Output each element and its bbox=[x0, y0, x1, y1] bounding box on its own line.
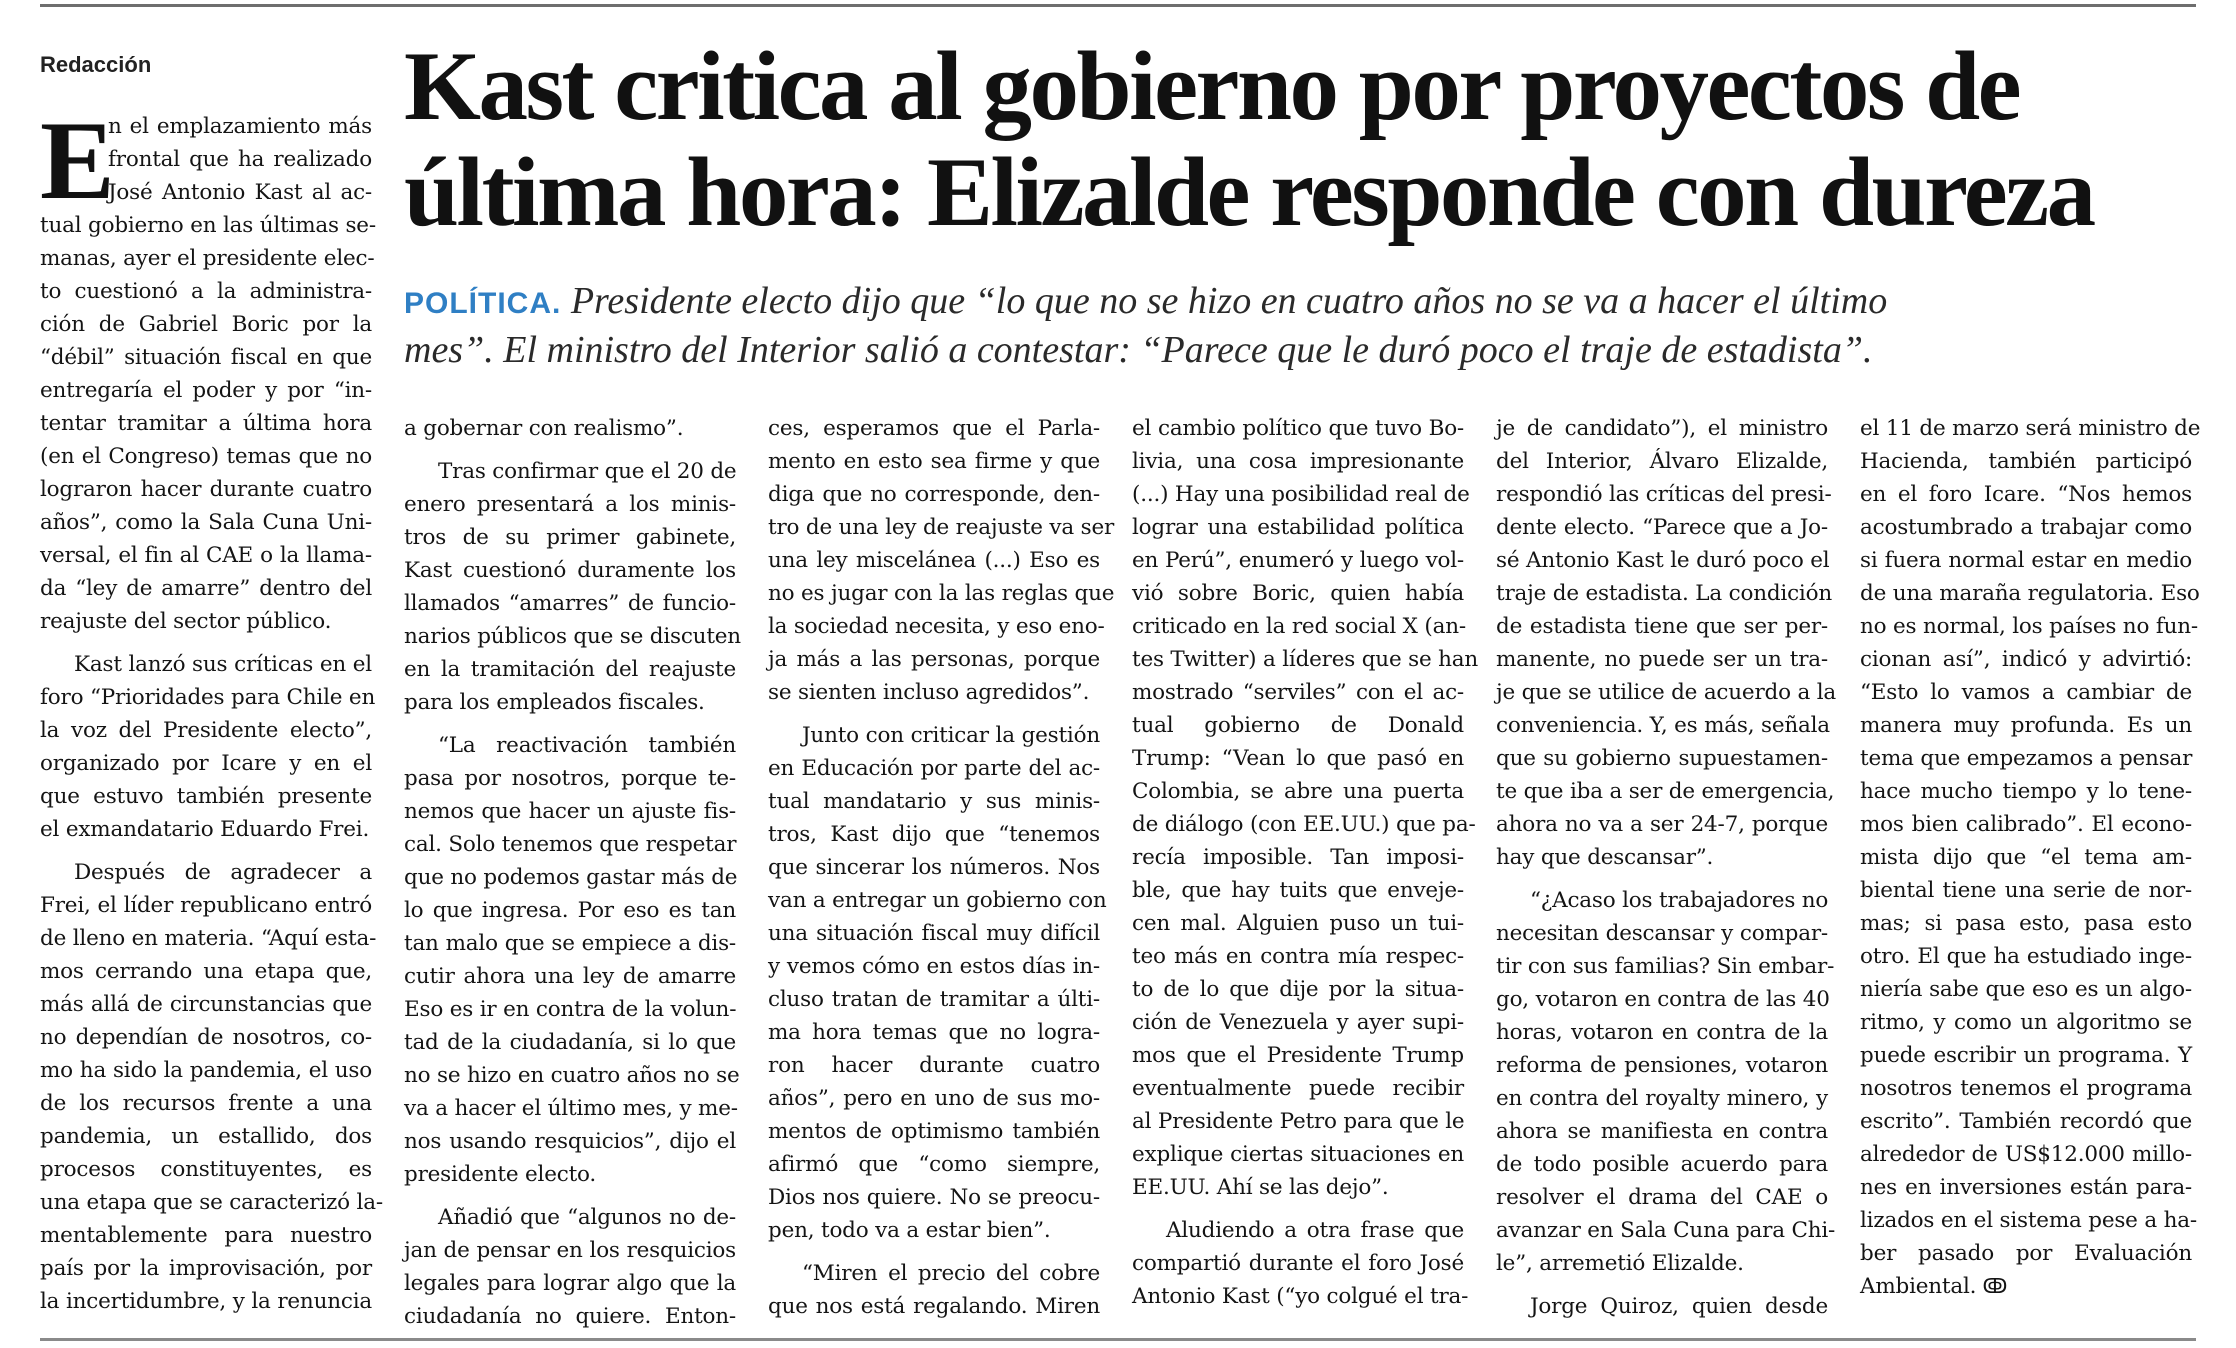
article-line: se sienten incluso agredidos”. bbox=[768, 680, 1090, 705]
article-line: (en el Congreso) temas que no bbox=[40, 444, 372, 469]
article-line: dente electo. “Parece que a Jo- bbox=[1496, 515, 1828, 540]
deck-line bbox=[404, 278, 2204, 327]
article-line: la sociedad necesita, y eso eno- bbox=[768, 614, 1105, 639]
article-line: de diálogo (con EE.UU.) que pa- bbox=[1132, 812, 1476, 837]
article-line: en la tramitación del reajuste bbox=[404, 657, 736, 682]
headline bbox=[404, 34, 2204, 246]
article-line: no se hizo en cuatro años no se bbox=[404, 1063, 740, 1088]
article-line: el cambio político que tuvo Bo- bbox=[1132, 416, 1464, 441]
article-column-6 bbox=[1860, 412, 2201, 1303]
article-line: van a entregar un gobierno con bbox=[768, 888, 1107, 913]
article-line: tual gobierno de Donald bbox=[1132, 713, 1464, 738]
drop-cap: E bbox=[40, 99, 115, 223]
article-line: te que iba a ser de emergencia, bbox=[1496, 779, 1835, 804]
article-line: la incertidumbre, y la renuncia bbox=[40, 1289, 372, 1314]
article-line: procesos constituyentes, es bbox=[40, 1157, 372, 1182]
article-line: tro de una ley de reajuste va ser bbox=[768, 515, 1115, 540]
article-line: tual gobierno en las últimas se- bbox=[40, 213, 376, 238]
article-line: ciudadanía no quiere. Enton- bbox=[404, 1304, 736, 1329]
article-line: manente, no puede ser un tra- bbox=[1496, 647, 1828, 672]
article-line: Ambiental. ↂ bbox=[1860, 1274, 2008, 1299]
article-line: compartió durante el foro José bbox=[1132, 1251, 1464, 1276]
article-line: to de lo que dije por la situa- bbox=[1132, 977, 1464, 1002]
article-line: a gobernar con realismo”. bbox=[404, 416, 684, 441]
article-line: Hacienda, también participó bbox=[1860, 449, 2192, 474]
article-line: lograr una estabilidad política bbox=[1132, 515, 1464, 540]
article-line: cen mal. Alguien puso un tui- bbox=[1132, 911, 1464, 936]
article-line: explique ciertas situaciones en bbox=[1132, 1142, 1464, 1167]
article-line: ja más a las personas, porque bbox=[768, 647, 1100, 672]
article-line: puede escribir un programa. Y bbox=[1860, 1043, 2192, 1068]
article-line: recía imposible. Tan imposi- bbox=[1132, 845, 1464, 870]
article-line: ción de Gabriel Boric por la bbox=[40, 312, 372, 337]
article-line: mos cerrando una etapa que, bbox=[40, 959, 372, 984]
article-line: una etapa que se caracterizó la- bbox=[40, 1190, 383, 1215]
article-line: ritmo, y como un algoritmo se bbox=[1860, 1010, 2192, 1035]
end-mark-icon: ↂ bbox=[1976, 1274, 2008, 1298]
article-line: “Esto lo vamos a cambiar de bbox=[1860, 680, 2192, 705]
article-line: manera muy profunda. Es un bbox=[1860, 713, 2192, 738]
article-line: llamados “amarres” de funcio- bbox=[404, 591, 736, 616]
deck-line: mes”. El ministro del Interior salió a contestar: “Parece que le duró poco el traje de estadista”. bbox=[404, 329, 1873, 371]
article-line: biental tiene una serie de nor- bbox=[1860, 878, 2192, 903]
article-line: lo que ingresa. Por eso es tan bbox=[404, 898, 736, 923]
article-line: no es normal, los países no fun- bbox=[1860, 614, 2198, 639]
article-line: frontal que ha realizado bbox=[108, 147, 372, 172]
article-line: pandemia, un estallido, dos bbox=[40, 1124, 372, 1149]
article-line: va a hacer el último mes, y me- bbox=[404, 1096, 738, 1121]
article-line: foro “Prioridades para Chile en bbox=[40, 685, 376, 710]
bottom-rule bbox=[40, 1338, 2196, 1341]
article-line: niería sabe que eso es un algo- bbox=[1860, 977, 2192, 1002]
article-line: en Perú”, enumeró y luego vol- bbox=[1132, 548, 1464, 573]
article-line: mostrado “serviles” con el ac- bbox=[1132, 680, 1464, 705]
article-line: enero presentará a los minis- bbox=[404, 492, 736, 517]
article-line: de lleno en materia. “Aquí esta- bbox=[40, 926, 377, 951]
article-line: EE.UU. Ahí se las dejo”. bbox=[1132, 1175, 1389, 1200]
article-line: nosotros tenemos el programa bbox=[1860, 1076, 2192, 1101]
article-line: tan malo que se empiece a dis- bbox=[404, 931, 736, 956]
article-line: que su gobierno supuestamen- bbox=[1496, 746, 1828, 771]
article-line: organizado por Icare y en el bbox=[40, 751, 372, 776]
article-line: reforma de pensiones, votaron bbox=[1496, 1053, 1828, 1078]
article-column-5 bbox=[1496, 412, 1837, 1323]
article-line: ble, que hay tuits que enveje- bbox=[1132, 878, 1464, 903]
article-line: reajuste del sector público. bbox=[40, 609, 332, 634]
article-line: Añadió que “algunos no de- bbox=[438, 1205, 736, 1230]
article-line: ción de Venezuela y ayer supi- bbox=[1132, 1010, 1464, 1035]
article-line: n el emplazamiento más bbox=[108, 114, 372, 139]
article-line: no dependían de nosotros, co- bbox=[40, 1025, 372, 1050]
article-line: si fuera normal estar en medio bbox=[1860, 548, 2192, 573]
article-line: José Antonio Kast al ac- bbox=[108, 180, 372, 205]
article-line: escrito”. También recordó que bbox=[1860, 1109, 2192, 1134]
article-line: mentablemente para nuestro bbox=[40, 1223, 372, 1248]
article-line: que sincerar los números. Nos bbox=[768, 855, 1100, 880]
article-line: versal, el fin al CAE o la llama- bbox=[40, 543, 372, 568]
article-line: otro. El que ha estudiado inge- bbox=[1860, 944, 2192, 969]
article-line: el exmandatario Eduardo Frei. bbox=[40, 817, 370, 842]
article-line: de todo posible acuerdo para bbox=[1496, 1152, 1828, 1177]
article-line: el 11 de marzo será ministro de bbox=[1860, 416, 2201, 441]
article-line: je de candidato”), el ministro bbox=[1496, 416, 1828, 441]
headline-line: última hora: Elizalde responde con dureza bbox=[404, 138, 2094, 247]
article-line: no es jugar con la las reglas que bbox=[768, 581, 1115, 606]
article-line: to cuestionó a la administra- bbox=[40, 279, 372, 304]
article-line: Tras confirmar que el 20 de bbox=[438, 459, 737, 484]
article-line: pasa por nosotros, porque te- bbox=[404, 766, 736, 791]
article-line: del Interior, Álvaro Elizalde, bbox=[1496, 449, 1828, 474]
article-line: manas, ayer el presidente elec- bbox=[40, 246, 375, 271]
article-line: en Educación por parte del ac- bbox=[768, 756, 1100, 781]
article-line: entregaría el poder y por “in- bbox=[40, 378, 372, 403]
article-line: más allá de circunstancias que bbox=[40, 992, 372, 1017]
article-line: cluso tratan de tramitar a últi- bbox=[768, 987, 1100, 1012]
article-line: lograron hacer durante cuatro bbox=[40, 477, 372, 502]
article-line: vió sobre Boric, quien había bbox=[1132, 581, 1464, 606]
article-line: la voz del Presidente electo”, bbox=[40, 718, 372, 743]
article-line: avanzar en Sala Cuna para Chi- bbox=[1496, 1218, 1836, 1243]
article-line: mas; si pasa esto, pasa esto bbox=[1860, 911, 2192, 936]
article-line: (...) Hay una posibilidad real de bbox=[1132, 482, 1470, 507]
article-line: cutir ahora una ley de amarre bbox=[404, 964, 736, 989]
article-line: Eso es ir en contra de la volun- bbox=[404, 997, 737, 1022]
article-line: acostumbrado a trabajar como bbox=[1860, 515, 2192, 540]
article-line: narios públicos que se discuten bbox=[404, 624, 741, 649]
article-line: horas, votaron en contra de la bbox=[1496, 1020, 1828, 1045]
article-line: Antonio Kast (“yo colgué el tra- bbox=[1132, 1284, 1469, 1309]
article-line: tentar tramitar a última hora bbox=[40, 411, 372, 436]
article-line: de los recursos frente a una bbox=[40, 1091, 372, 1116]
article-line: de una maraña regulatoria. Eso bbox=[1860, 581, 2200, 606]
article-line: diga que no corresponde, den- bbox=[768, 482, 1100, 507]
article-line: mos bien calibrado”. El econo- bbox=[1860, 812, 2192, 837]
article-line: tes Twitter) a líderes que se han bbox=[1132, 647, 1479, 672]
article-line: hay que descansar”. bbox=[1496, 845, 1714, 870]
article-line: para los empleados fiscales. bbox=[404, 690, 705, 715]
article-line: nos usando resquicios”, dijo el bbox=[404, 1129, 736, 1154]
article-line: nes en inversiones están para- bbox=[1860, 1175, 2192, 1200]
headline-line: Kast critica al gobierno por proyectos de bbox=[404, 32, 2020, 141]
article-line: Dios nos quiere. No se preocu- bbox=[768, 1185, 1100, 1210]
article-line: de estadista tiene que ser per- bbox=[1496, 614, 1828, 639]
article-line: al Presidente Petro para que le bbox=[1132, 1109, 1465, 1134]
deck-text: Presidente electo dijo que “lo que no se hizo en cuatro años no se va a hacer el último bbox=[570, 280, 1888, 322]
article-line: Colombia, se abre una puerta bbox=[1132, 779, 1464, 804]
article-line: “Miren el precio del cobre bbox=[802, 1261, 1100, 1286]
article-line: ces, esperamos que el Parla- bbox=[768, 416, 1100, 441]
article-column-3 bbox=[768, 412, 1115, 1323]
article-line: necesitan descansar y compar- bbox=[1496, 921, 1828, 946]
article-line: ahora no va a ser 24-7, porque bbox=[1496, 812, 1828, 837]
section-label: POLÍTICA. bbox=[404, 287, 562, 320]
article-line: ber pasado por Evaluación bbox=[1860, 1241, 2192, 1266]
article-line: tema que empezamos a pensar bbox=[1860, 746, 2193, 771]
article-line: je que se utilice de acuerdo a la bbox=[1496, 680, 1837, 705]
article-line: tual mandatario y sus minis- bbox=[768, 789, 1100, 814]
article-line: Kast cuestionó duramente los bbox=[404, 558, 736, 583]
article-line: Aludiendo a otra frase que bbox=[1166, 1218, 1464, 1243]
article-line: en contra del royalty minero, y bbox=[1496, 1086, 1828, 1111]
article-line: respondió las críticas del presi- bbox=[1496, 482, 1832, 507]
deck bbox=[404, 278, 2204, 373]
article-column-2 bbox=[404, 412, 741, 1333]
article-column-1 bbox=[40, 99, 383, 1318]
article-line: nemos que hacer un ajuste fis- bbox=[404, 799, 736, 824]
article-line: mento en esto sea firme y que bbox=[768, 449, 1100, 474]
article-line: años”, pero en uno de sus mo- bbox=[768, 1086, 1100, 1111]
byline: Redacción bbox=[40, 52, 152, 77]
article-line: tad de la ciudadanía, si lo que bbox=[404, 1030, 736, 1055]
article-line: Después de agradecer a bbox=[74, 860, 372, 885]
article-line: legales para lograr algo que la bbox=[404, 1271, 736, 1296]
article-line: pen, todo va a estar bien”. bbox=[768, 1218, 1051, 1243]
article-line: eventualmente puede recibir bbox=[1132, 1076, 1464, 1101]
article-line: tir con sus familias? Sin embar- bbox=[1496, 954, 1835, 979]
article-line: Trump: “Vean lo que pasó en bbox=[1132, 746, 1464, 771]
article-line: lizados en el sistema pese a ha- bbox=[1860, 1208, 2197, 1233]
article-line: le”, arremetió Elizalde. bbox=[1496, 1251, 1744, 1276]
article-line: livia, una cosa impresionante bbox=[1132, 449, 1464, 474]
article-line: en el foro Icare. “Nos hemos bbox=[1860, 482, 2192, 507]
article-line: sé Antonio Kast le duró poco el bbox=[1496, 548, 1830, 573]
article-line: ma hora temas que no logra- bbox=[768, 1020, 1100, 1045]
article-line: Junto con criticar la gestión bbox=[802, 723, 1100, 748]
article-line: hace mucho tiempo y lo tene- bbox=[1860, 779, 2192, 804]
article-line: “¿Acaso los trabajadores no bbox=[1530, 888, 1829, 913]
article-line: que no podemos gastar más de bbox=[404, 865, 738, 890]
article-line: una ley miscelánea (...) Eso es bbox=[768, 548, 1100, 573]
article-line: país por la improvisación, por bbox=[40, 1256, 372, 1281]
article-line: go, votaron en contra de las 40 bbox=[1496, 987, 1830, 1012]
article-line: ahora se manifiesta en contra bbox=[1496, 1119, 1828, 1144]
article-line: Kast lanzó sus críticas en el bbox=[74, 652, 372, 677]
article-line: ron hacer durante cuatro bbox=[768, 1053, 1100, 1078]
article-line: que estuvo también presente bbox=[40, 784, 372, 809]
article-line: Frei, el líder republicano entró bbox=[40, 893, 372, 918]
article-line: afirmó que “como siempre, bbox=[768, 1152, 1100, 1177]
article-line: teo más en contra mía respec- bbox=[1132, 944, 1464, 969]
article-line: una situación fiscal muy difícil bbox=[768, 921, 1100, 946]
article-line: jan de pensar en los resquicios bbox=[404, 1238, 736, 1263]
article-line: presidente electo. bbox=[404, 1162, 597, 1187]
article-line: Jorge Quiroz, quien desde bbox=[1530, 1294, 1828, 1319]
article-line: resolver el drama del CAE o bbox=[1496, 1185, 1828, 1210]
article-line: mo ha sido la pandemia, el uso bbox=[40, 1058, 372, 1083]
article-line: cionan así”, indicó y advirtió: bbox=[1860, 647, 2192, 672]
article-line: cal. Solo tenemos que respetar bbox=[404, 832, 737, 857]
article-line: tros, Kast dijo que “tenemos bbox=[768, 822, 1100, 847]
article-line: y vemos cómo en estos días in- bbox=[768, 954, 1100, 979]
article-line: mista dijo que “el tema am- bbox=[1860, 845, 2192, 870]
article-column-4 bbox=[1132, 412, 1479, 1313]
article-line: años”, como la Sala Cuna Uni- bbox=[40, 510, 372, 535]
article-line: criticado en la red social X (an- bbox=[1132, 614, 1466, 639]
top-rule bbox=[40, 4, 2196, 7]
article-line: que nos está regalando. Miren bbox=[768, 1294, 1100, 1319]
article-line: tros de su primer gabinete, bbox=[404, 525, 736, 550]
article-line: “La reactivación también bbox=[438, 733, 736, 758]
article-line: mentos de optimismo también bbox=[768, 1119, 1100, 1144]
article-line: da “ley de amarre” dentro del bbox=[40, 576, 372, 601]
article-line: alrededor de US$12.000 millo- bbox=[1860, 1142, 2192, 1167]
article-line: “débil” situación fiscal en que bbox=[40, 345, 372, 370]
article-line: mos que el Presidente Trump bbox=[1132, 1043, 1464, 1068]
article-line: conveniencia. Y, es más, señala bbox=[1496, 713, 1830, 738]
article-line: traje de estadista. La condición bbox=[1496, 581, 1833, 606]
